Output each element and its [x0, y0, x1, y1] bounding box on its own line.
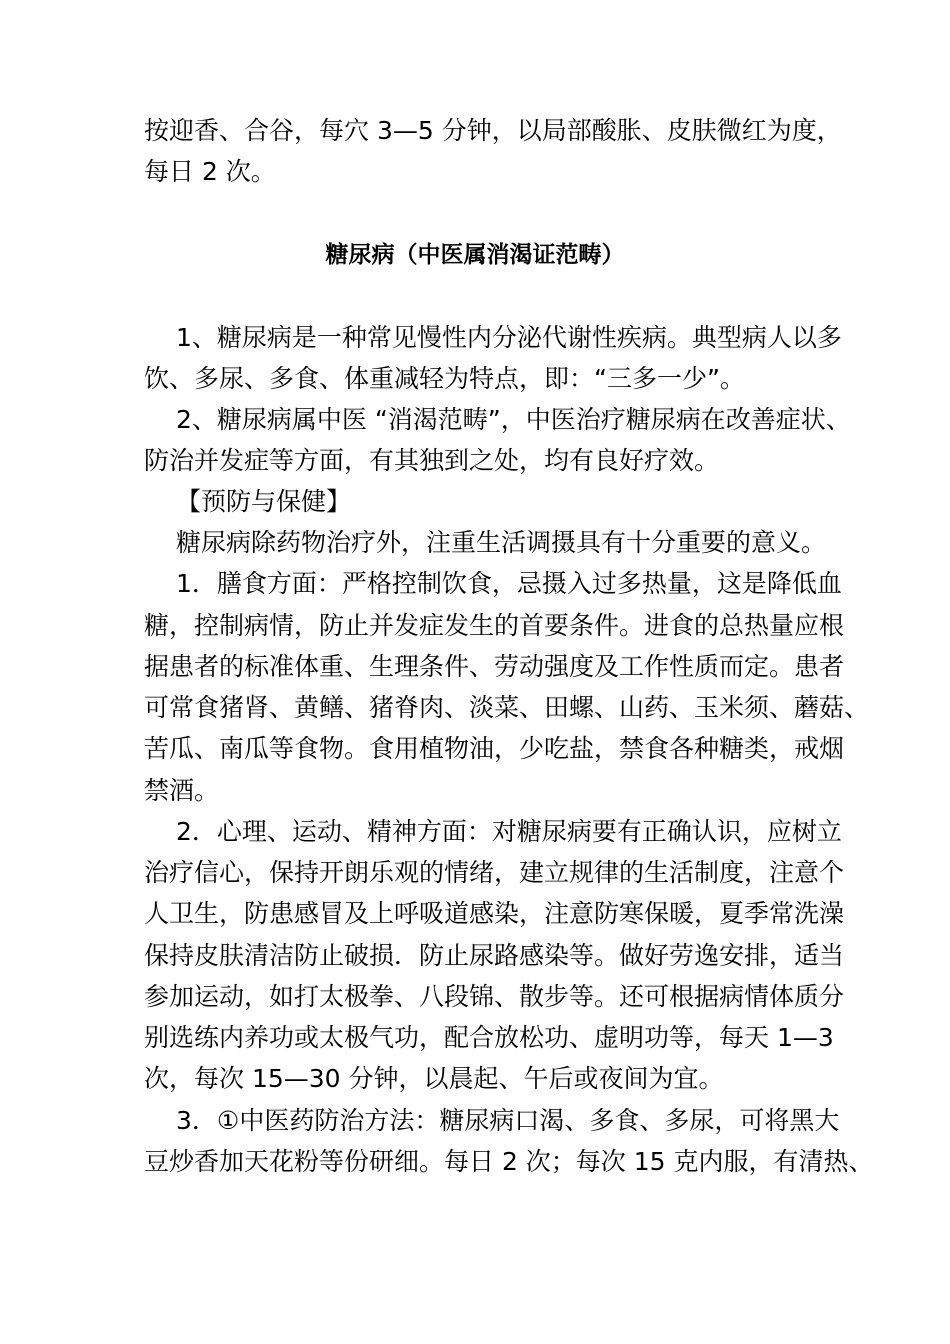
paragraph-line: 据患者的标准体重、生理条件、劳动强度及工作性质而定。患者 — [144, 652, 845, 681]
paragraph-line: 治疗信心，保持开朗乐观的情绪，建立规律的生活制度，注意个 — [144, 858, 845, 887]
paragraph-line: 糖，控制病情，防止并发症发生的首要条件。进食的总热量应根 — [144, 611, 845, 640]
paragraph-line: 防治并发症等方面，有其独到之处，均有良好疗效。 — [144, 446, 720, 475]
paragraph-line: 禁酒。 — [144, 776, 220, 805]
paragraph-line: 可常食猪肾、黄鳝、猪脊肉、淡菜、田螺、山药、玉米须、蘑菇、 — [144, 693, 870, 722]
paragraph-line: 饮、多尿、多食、体重减轻为特点，即：“三多一少”。 — [144, 364, 745, 393]
paragraph-line: 参加运动，如打太极拳、八段锦、散步等。还可根据病情体质分 — [144, 982, 845, 1011]
paragraph-line: 糖尿病除药物治疗外，注重生活调摄具有十分重要的意义。 — [176, 528, 827, 557]
paragraph-line: 别选练内养功或太极气功，配合放松功、虚明功等，每天 1—3 — [144, 1023, 834, 1052]
paragraph-line: 3．①中医药防治方法：糖尿病口渴、多食、多尿，可将黑大 — [176, 1106, 840, 1135]
paragraph-line: 2、糖尿病属中医 “消渴范畴”，中医治疗糖尿病在改善症状、 — [176, 405, 851, 434]
intro-line-1: 按迎香、合谷，每穴 3—5 分钟，以局部酸胀、皮肤微红为度， — [144, 116, 842, 145]
paragraph-line: 豆炒香加天花粉等份研细。每日 2 次；每次 15 克内服，有清热、 — [144, 1147, 874, 1176]
section-title: 糖尿病（中医属消渴证范畴） — [325, 242, 625, 268]
subheading: 【预防与保健】 — [176, 487, 352, 516]
paragraph-line: 1．膳食方面：严格控制饮食，忌摄入过多热量，这是降低血 — [176, 569, 842, 598]
paragraph-line: 次，每次 15—30 分钟，以晨起、午后或夜间为宜。 — [144, 1064, 724, 1093]
paragraph-line: 苦瓜、南瓜等食物。食用植物油，少吃盐，禁食各种糖类，戒烟 — [144, 734, 845, 763]
paragraph-line: 2．心理、运动、精神方面：对糖尿病要有正确认识，应树立 — [176, 817, 842, 846]
paragraph-line: 人卫生，防患感冒及上呼吸道感染，注意防寒保暖，夏季常洗澡 — [144, 899, 845, 928]
paragraph-line: 1、糖尿病是一种常见慢性内分泌代谢性疾病。典型病人以多 — [176, 323, 842, 352]
intro-line-2: 每日 2 次。 — [144, 157, 276, 186]
paragraph-line: 保持皮肤清洁防止破损．防止尿路感染等。做好劳逸安排，适当 — [144, 941, 845, 970]
